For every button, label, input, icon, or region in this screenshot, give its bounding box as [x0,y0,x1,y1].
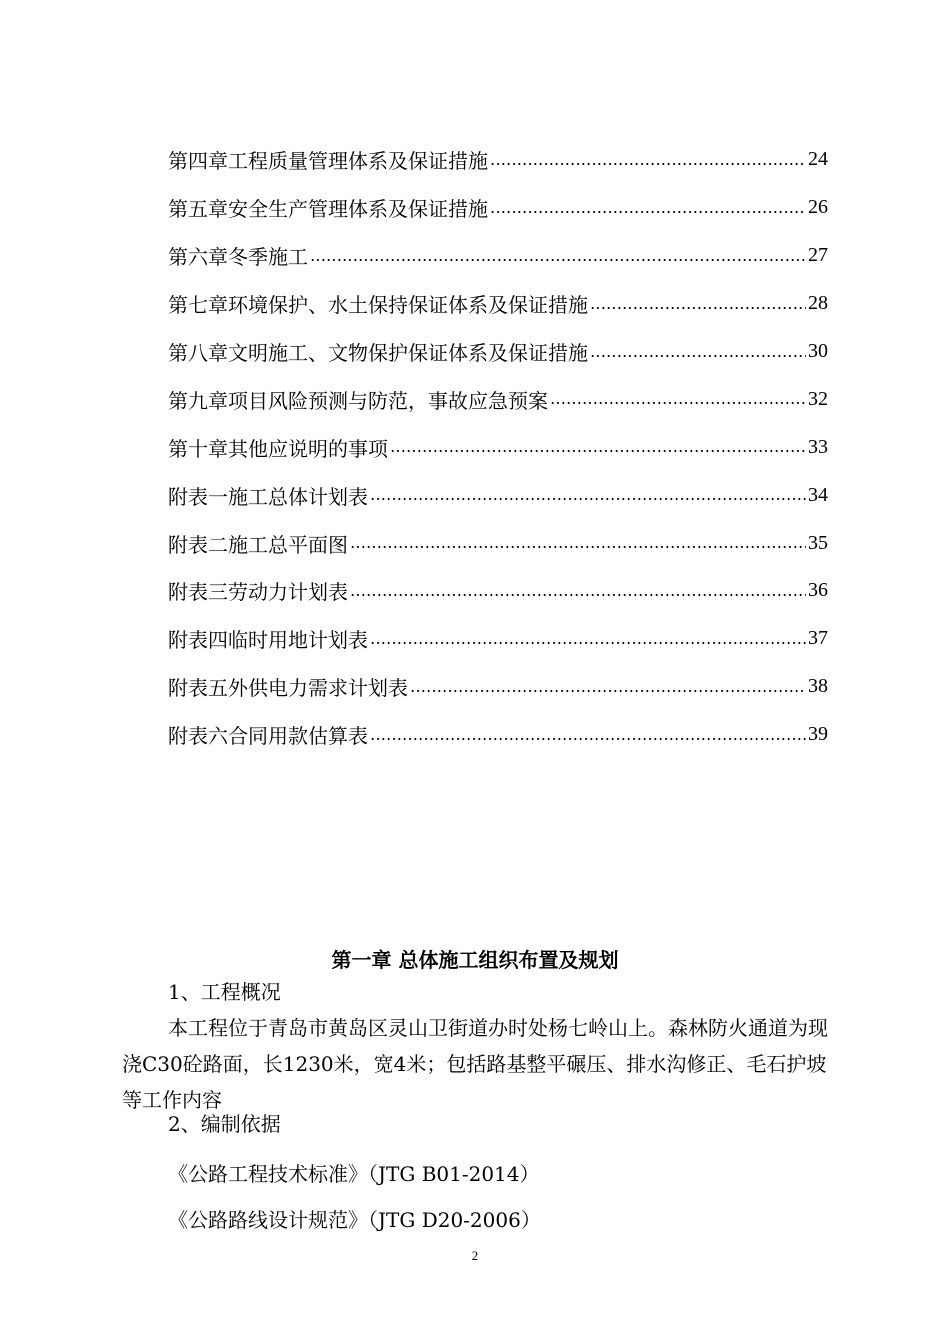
toc-leader-dots [410,679,806,695]
toc-entry[interactable] [168,136,828,184]
toc-page-number: 38 [808,675,828,698]
toc-page-number: 27 [808,244,828,267]
toc-title: 合同用款估算表 [228,724,368,749]
toc-leader-dots [370,487,806,503]
toc-entry[interactable] [168,567,828,615]
section-heading-overview: 1、工程概况 [168,980,281,1004]
toc-leader-dots [350,535,806,551]
toc-leader-dots [390,439,806,455]
body-paragraph: 本工程位于青岛市黄岛区灵山卫街道办时处杨七岭山上。森林防火通道为现浇C30砼路面，长1230米，宽4米；包括路基整平碾压、排水沟修正、毛石护坡等工作内容 [122,1016,828,1112]
table-of-contents [168,136,828,759]
toc-chapter-label: 第六章 [168,245,228,270]
toc-title: 环境保护、水土保持保证体系及保证措施 [228,293,588,318]
toc-page-number: 37 [808,627,828,650]
toc-leader-dots [590,296,806,312]
toc-entry[interactable] [168,519,828,567]
toc-page-number: 36 [808,579,828,602]
toc-title: 其他应说明的事项 [228,436,388,461]
toc-chapter-label: 第四章 [168,149,228,174]
toc-leader-dots [490,200,806,216]
toc-entry[interactable] [168,423,828,471]
toc-entry[interactable] [168,184,828,232]
toc-title: 劳动力计划表 [228,580,348,605]
toc-chapter-label: 附表五 [168,676,228,701]
toc-title: 临时用地计划表 [228,628,368,653]
toc-title: 外供电力需求计划表 [228,676,408,701]
toc-chapter-label: 第五章 [168,197,228,222]
toc-leader-dots [350,583,806,599]
toc-page-number: 28 [808,292,828,315]
toc-title: 文明施工、文物保护保证体系及保证措施 [228,341,588,365]
page-number: 2 [471,1248,479,1263]
toc-leader-dots [590,344,806,360]
toc-entry[interactable] [168,471,828,519]
toc-page-number: 35 [808,531,828,554]
toc-entry[interactable] [168,615,828,663]
section-heading-basis: 2、编制依据 [168,1112,281,1136]
toc-title: 工程质量管理体系及保证措施 [228,149,488,174]
toc-chapter-label: 第十章 [168,436,228,461]
toc-title: 施工总体计划表 [228,484,368,509]
toc-leader-dots [550,391,806,407]
toc-page-number: 30 [808,340,828,362]
toc-chapter-label: 附表二 [168,532,228,557]
toc-entry[interactable] [168,328,828,376]
toc-chapter-label: 附表三 [168,580,228,605]
toc-chapter-label: 第八章 [168,341,228,365]
toc-title: 项目风险预测与防范，事故应急预案 [228,388,548,413]
toc-title: 施工总平面图 [228,532,348,557]
toc-chapter-label: 第七章 [168,293,228,318]
toc-chapter-label: 附表六 [168,724,228,749]
toc-page-number: 24 [808,148,828,171]
reference-standard: 《公路工程技术标准》（JTG B01-2014） [168,1162,540,1186]
toc-chapter-label: 第九章 [168,388,228,413]
chapter-heading: 第一章 总体施工组织布置及规划 [331,948,619,972]
toc-entry[interactable] [168,280,828,328]
toc-entry[interactable] [168,711,828,759]
toc-page-number: 32 [808,387,828,410]
toc-leader-dots [490,152,806,168]
toc-chapter-label: 附表四 [168,628,228,653]
toc-entry[interactable] [168,375,828,423]
toc-title: 安全生产管理体系及保证措施 [228,197,488,222]
toc-entry[interactable] [168,663,828,711]
toc-title: 冬季施工 [228,245,308,270]
toc-page-number: 39 [808,723,828,746]
toc-leader-dots [310,248,806,264]
toc-page-number: 26 [808,196,828,219]
toc-page-number: 34 [808,483,828,506]
toc-leader-dots [370,727,806,743]
toc-leader-dots [370,631,806,647]
toc-entry[interactable] [168,232,828,280]
reference-standard: 《公路路线设计规范》（JTG D20-2006） [168,1208,541,1232]
toc-chapter-label: 附表一 [168,484,228,509]
toc-page-number: 33 [808,435,828,458]
